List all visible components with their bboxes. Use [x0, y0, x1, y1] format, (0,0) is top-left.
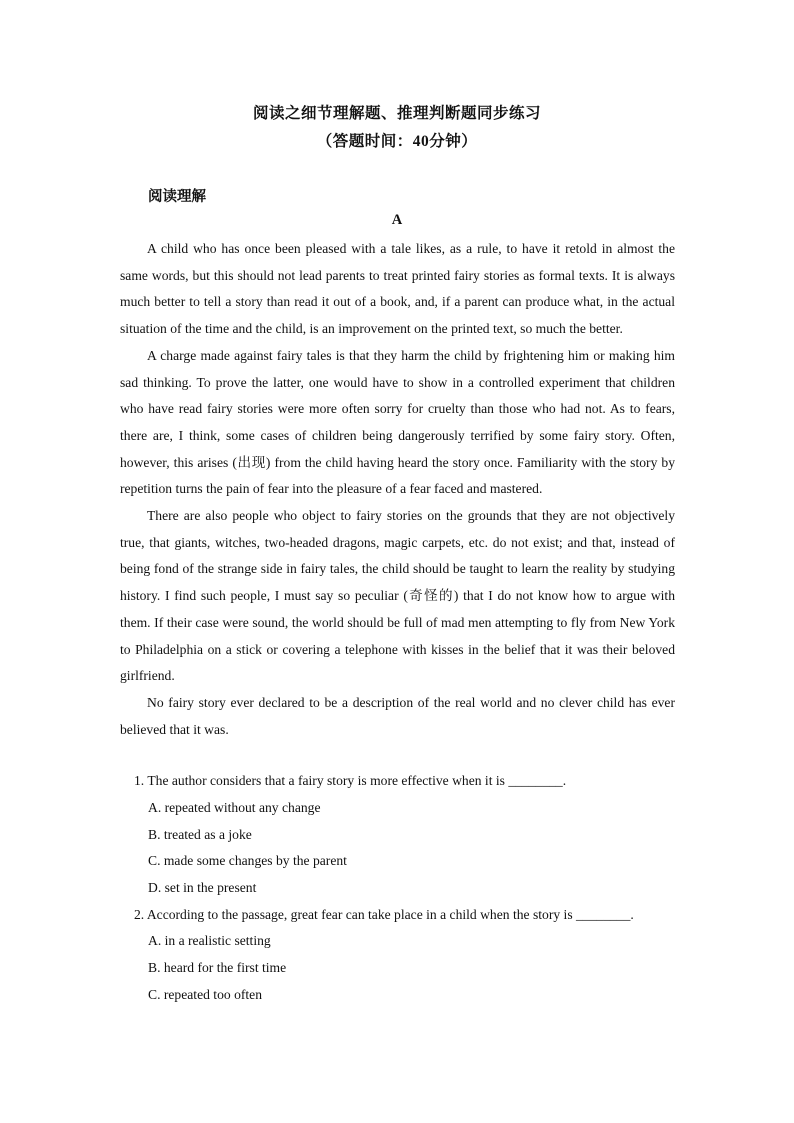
question-2-option-b: B. heard for the first time	[148, 960, 287, 975]
document-title: 阅读之细节理解题、推理判断题同步练习	[252, 105, 541, 122]
question-2-option-c: C. repeated too often	[148, 987, 262, 1002]
passage-paragraph-1: A child who has once been pleased with a tale likes, as a rule, to have it retold in almost the same words, but this should not lead parents to treat printed fairy stories as formal texts. It is always much better to tell a story than read it out of a book, and, if a parent can produce what, in the actual situation of the time and the child, is an improvement on the printed text, so much the better.	[120, 241, 675, 337]
passage-paragraph-4: No fairy story ever declared to be a description of the real world and no clever child has ever believed that it was.	[120, 694, 675, 737]
passage-paragraph-3: There are also people who object to fairy stories on the grounds that they are not objectively true, that giants, witches, two-headed dragons, magic carpets, etc. do not exist; and that, instead of being fond of the strange side in fairy tales, the child should be taught to learn the reality by studying history. I find such people, I must say so peculiar (奇怪的) that I do not know how to argue with them. If their case were sound, the world should be full of mad men attempting to fly from New York to Philadelphia on a stick or covering a telephone with kisses in the belief that it was their beloved girlfriend.	[120, 508, 675, 684]
passage-paragraph-2: A charge made against fairy tales is that they harm the child by frightening him or making him sad thinking. To prove the latter, one would have to show in a controlled experiment that children who have read fairy stories were more often sorry for cruelty than those who had not. As to fears, there are, I think, some cases of children being dangerously terrified by some fairy story. Often, however, this arises (出现) from the child having heard the story once. Familiarity with the story by repetition turns the pain of fear into the pleasure of a fear faced and mastered.	[120, 347, 675, 497]
question-2	[120, 905, 680, 925]
question-1-stem: 1. The author considers that a fairy story is more effective when it is ________.	[134, 773, 567, 788]
question-1-option-a: A. repeated without any change	[148, 800, 321, 815]
section-heading: 阅读理解	[148, 189, 206, 205]
passage-label: A	[391, 212, 403, 228]
question-1	[120, 771, 680, 791]
question-2-option-a: A. in a realistic setting	[148, 933, 271, 948]
document-subtitle: （答题时间：40分钟）	[316, 133, 478, 150]
question-1-option-b: B. treated as a joke	[148, 827, 252, 842]
question-1-option-d: D. set in the present	[148, 880, 257, 895]
passage-body	[120, 236, 675, 743]
question-2-stem: 2. According to the passage, great fear can take place in a child when the story is ________.	[134, 907, 634, 922]
question-1-option-c: C. made some changes by the parent	[148, 853, 347, 868]
